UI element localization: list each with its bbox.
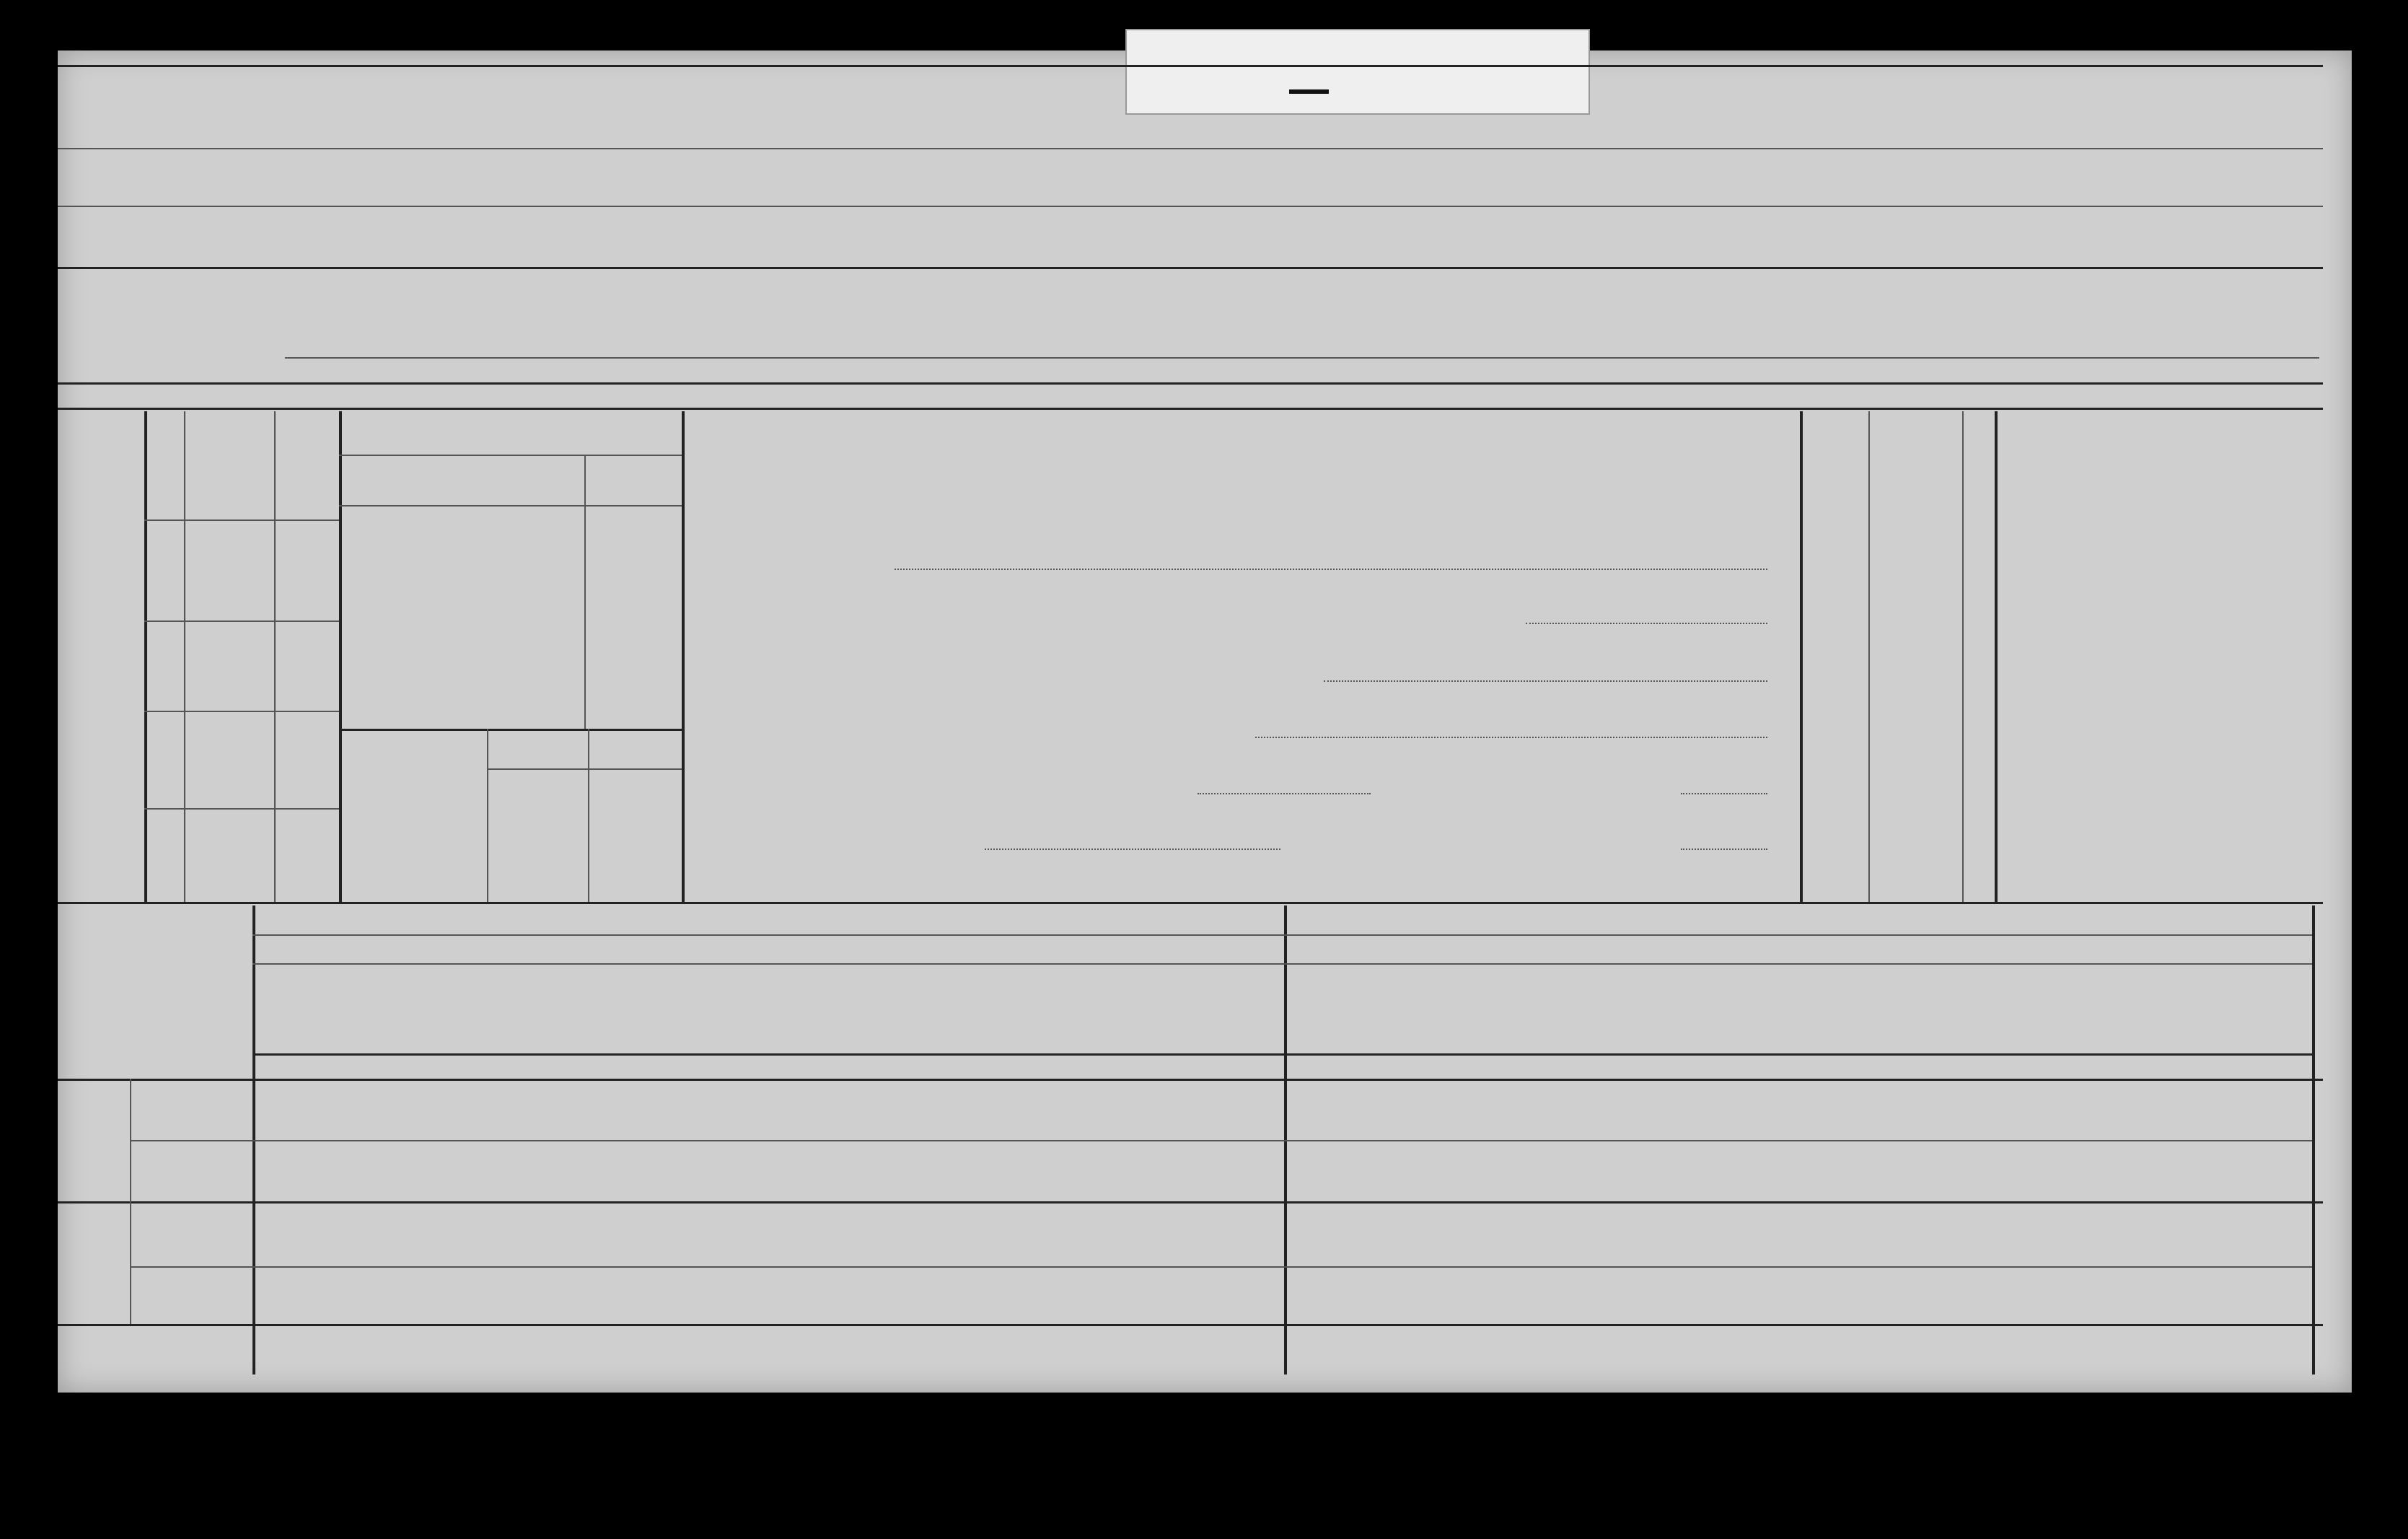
rule	[144, 519, 339, 521]
paper-tape	[1125, 29, 1590, 115]
rule	[58, 1324, 2323, 1326]
rule	[487, 729, 488, 902]
rule	[58, 1201, 2323, 1203]
rule	[144, 411, 147, 902]
rule	[2312, 906, 2315, 1374]
answer-line[interactable]	[985, 848, 1280, 850]
rule	[1995, 411, 1998, 902]
rule	[339, 505, 682, 507]
answer-line[interactable]	[1255, 736, 1767, 738]
rule	[130, 1266, 2312, 1268]
rule	[58, 902, 2323, 904]
rule	[58, 148, 2323, 149]
rule	[285, 357, 2319, 359]
rule	[274, 411, 276, 902]
answer-line[interactable]	[895, 568, 1767, 570]
rule	[144, 808, 339, 810]
census-card	[58, 51, 2352, 1393]
rule	[1868, 411, 1870, 902]
rule	[252, 934, 2312, 936]
rule	[58, 65, 2323, 67]
rule	[588, 729, 589, 902]
rule	[339, 455, 682, 456]
rule	[58, 408, 2323, 410]
rule	[252, 963, 2312, 965]
rule	[130, 1079, 131, 1324]
answer-line[interactable]	[1198, 792, 1371, 794]
rule	[339, 729, 682, 731]
rule	[487, 768, 682, 770]
tape-dash	[1289, 89, 1329, 94]
rule	[58, 206, 2323, 207]
rule	[339, 411, 342, 902]
rule	[184, 411, 185, 902]
answer-line[interactable]	[1681, 792, 1767, 794]
rule	[1800, 411, 1803, 902]
rule	[58, 267, 2323, 269]
rule	[682, 411, 685, 902]
rule	[130, 1140, 2312, 1141]
answer-line[interactable]	[1681, 848, 1767, 850]
answer-line[interactable]	[1526, 622, 1767, 624]
rule	[252, 1053, 2312, 1056]
rule	[58, 1079, 2323, 1081]
rule	[144, 621, 339, 622]
answer-line[interactable]	[1324, 680, 1767, 682]
rule	[1962, 411, 1964, 902]
rule	[584, 455, 586, 729]
rule	[58, 382, 2323, 385]
rule	[144, 711, 339, 712]
